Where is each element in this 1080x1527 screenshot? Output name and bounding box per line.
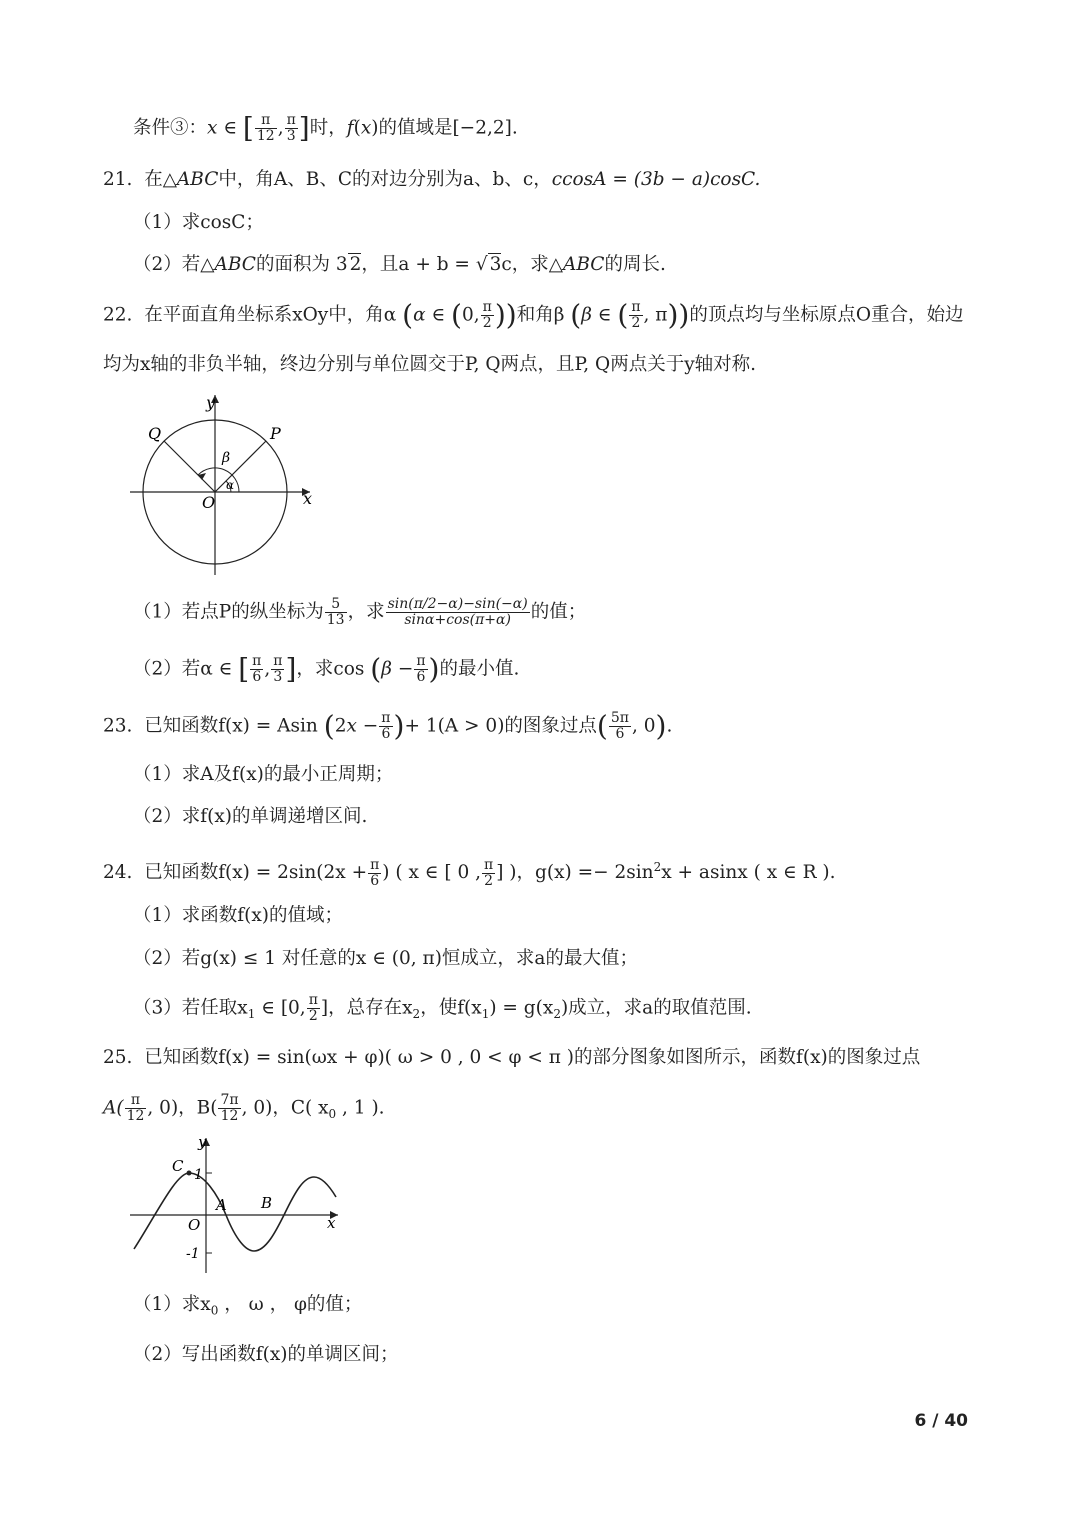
fig-x-label: x bbox=[327, 1214, 336, 1232]
q25-stem-line2: A( $\frac{\pi}{12}$ , 0)，B( $\frac{7\pi}{12}$ , 0)，C( $x_0$ , 1 ). bbox=[103, 1092, 385, 1124]
fig-alpha-label: α bbox=[226, 478, 235, 492]
condition-3: 条件③：x ∈ [ $\frac{\pi}{12}$ , $\frac{\pi}{3}$ ]时，f(x)的值域是[−2,2]. bbox=[133, 111, 518, 145]
q24-part2: （2）若g(x) ≤ 1 对任意的x ∈ (0, π)恒成立，求a的最大值； bbox=[133, 948, 638, 969]
fig-o-label: O bbox=[188, 1216, 201, 1234]
fig-x-label: x bbox=[303, 489, 313, 508]
fig-minus-one-label: -1 bbox=[186, 1246, 200, 1262]
q24-part1: （1）求函数f(x)的值域； bbox=[133, 905, 343, 926]
q22-part2: （2）若α ∈ [ $\frac{\pi}{6}$ , $\frac{\pi}{3}$ ]，求cos (β − $\frac{\pi}{6}$ )的最小值. bbox=[133, 652, 520, 686]
fig-c-label: C bbox=[172, 1157, 184, 1175]
fig-p-label: P bbox=[270, 424, 281, 443]
fig-q-label: Q bbox=[148, 424, 162, 443]
fig-y-label: y bbox=[206, 393, 216, 412]
ray-op bbox=[215, 441, 266, 492]
q22-stem-line2: 均为x轴的非负半轴，终边分别与单位圆交于P, Q两点，且P, Q两点关于y轴对称. bbox=[103, 354, 757, 375]
q23-part1: （1）求A及f(x)的最小正周期； bbox=[133, 764, 394, 785]
page-number: 6 / 40 bbox=[914, 1411, 968, 1431]
q24-stem: 24. 已知函数f(x) = 2sin(2x + $\frac{\pi}{6}$ ) ( x ∈ [ 0 , $\frac{\pi}{2}$ ] )，$g(x) =- 2\sin^2x + asinx$ ( x ∈ R ). bbox=[103, 856, 836, 889]
fig-b-label: B bbox=[261, 1194, 273, 1212]
sine-graph-figure bbox=[126, 1135, 341, 1280]
q22-part1: （1）若点P的纵坐标为 $\frac{5}{13}$ ，求 $\frac{\sin(\pi/2-\alpha)-\sin(-\alpha)}{\sin\alpha+\cos(\pi+\alpha)}$ 的值； bbox=[133, 596, 587, 628]
fig-one-label: 1 bbox=[194, 1167, 203, 1183]
q21-part2: （2）若△ABC的面积为 3 2，且a + b = √ 3c，求△ABC的周长. bbox=[133, 254, 666, 275]
q25-part2: （2）写出函数f(x)的单调区间； bbox=[133, 1344, 399, 1365]
ray-oq bbox=[164, 441, 215, 492]
q23-stem: 23. 已知函数f(x) = Asin (2x − $\frac{\pi}{6}$ )+ 1(A > 0)的图象过点( $\frac{5\pi}{6}$ , 0). bbox=[103, 709, 673, 743]
q21-stem: 21. 在△ABC中，角A、B、C的对边分别为a、b、c，ccosA = (3b − a)cosC. bbox=[103, 169, 761, 190]
q23-part2: （2）求f(x)的单调递增区间. bbox=[133, 806, 368, 827]
q21-part1: （1）求cosC； bbox=[133, 212, 264, 233]
q22-stem: 22. 在平面直角坐标系xOy中，角α (α ∈ (0, $\frac{\pi}{2}$ ))和角β (β ∈ ( $\frac{\pi}{2}$ , π))的顶点均与坐标原点O重合，始边 bbox=[103, 298, 964, 332]
sine-curve bbox=[134, 1173, 336, 1251]
q25-stem: 25. 已知函数f(x) = sin(ωx + φ)( ω > 0 , 0 < φ < π )的部分图象如图所示，函数f(x)的图象过点 bbox=[103, 1047, 921, 1068]
fig-o-label: O bbox=[202, 493, 216, 512]
point-c bbox=[187, 1171, 192, 1176]
unit-circle-figure bbox=[120, 390, 320, 580]
fig-beta-label: β bbox=[222, 450, 231, 466]
q24-part3: （3）若任取$x_1$ ∈ [0, $\frac{\pi}{2}$ ]，总存在$x_2$，使$f(x_1) = g(x_2)$成立，求a的取值范围. bbox=[133, 992, 752, 1024]
q25-part1: （1）求$x_0$ ， ω ， φ的值； bbox=[133, 1294, 363, 1318]
fig-y-label: y bbox=[198, 1135, 207, 1151]
fig-a-label: A bbox=[216, 1196, 227, 1214]
